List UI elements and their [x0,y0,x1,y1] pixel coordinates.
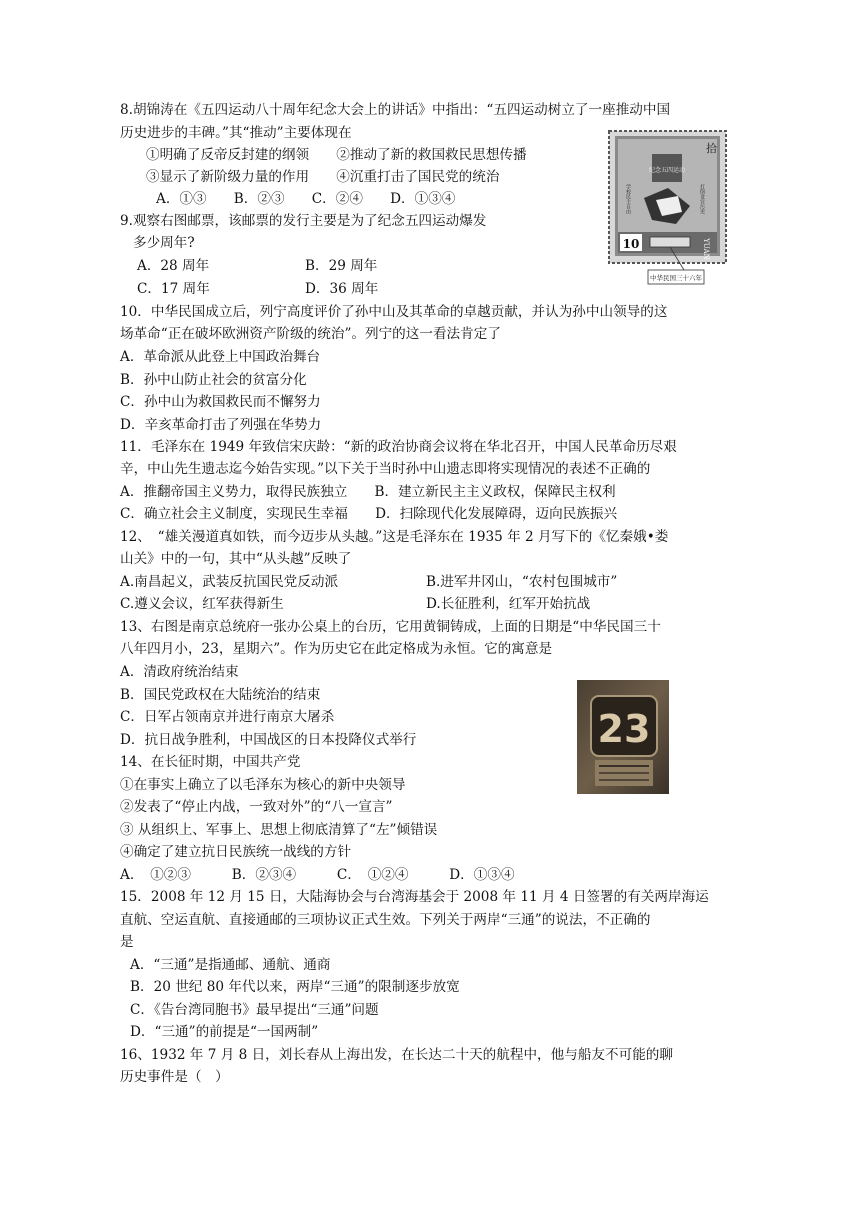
text-line: 15．2008 年 12 月 15 日，大陆海协会与台湾海基会于 2008 年 11 月 4 日签署的有关两岸海运 [120,889,709,905]
text-line: A． ①②③ B．②③④ C． ①②④ D．①③④ [120,867,515,883]
text-line: B．29 周年 [305,258,378,274]
text-line: 多少周年? [133,235,195,251]
text-line: A.南昌起义，武装反抗国民党反动派 [120,574,339,590]
text-line: D．辛亥革命打击了列强在华势力 [120,417,322,433]
text-line: A．革命派从此登上中国政治舞台 [120,349,321,365]
text-line: D．36 周年 [305,281,379,297]
text-line: C．17 周年 [137,281,210,297]
text-line: ①明确了反帝反封建的纲领 ②推动了新的救国救民思想传播 [146,147,527,163]
text-line: 辛，中山先生遗志迄今始告实现。”以下关于当时孙中山遗志即将实现情况的表述不正确的 [120,461,651,477]
text-line: B．国民党政权在大陆统治的结束 [120,687,321,703]
text-line: A．28 周年 [137,258,210,274]
text-line: B．20 世纪 80 年代以来，两岸“三通”的限制逐步放宽 [130,979,460,995]
postage-stamp-image [606,128,729,290]
text-line: D.长征胜利，红军开始抗战 [426,596,591,612]
text-line: B.进军井冈山，“农村包围城市” [426,574,618,590]
text-line: D．“三通”的前提是“一国两制” [130,1024,319,1040]
text-line: ①在事实上确立了以毛泽东为核心的新中央领导 [120,777,406,793]
stamp-banner: 纪念五四运动 [648,167,686,174]
text-line: C．《告台湾同胞书》最早提出“三通”问题 [130,1002,379,1018]
text-line: 12、 “雄关漫道真如铁，而今迈步从头越。”这是毛泽东在 1935 年 2 月写下的《忆秦娥•娄 [120,529,669,545]
stamp-top-char: 拾 [706,142,717,155]
text-line: B．孙中山防止社会的贫富分化 [120,372,307,388]
text-line: 11．毛泽东在 1949 年致信宋庆龄：“新的政治协商会议将在华北召开，中国人民革命历尽艰 [120,439,677,455]
stamp-right-text: 打倒贪官污吏 [699,184,705,214]
text-line: A．清政府统治结束 [120,664,239,680]
text-line: 8.胡锦涛在《五四运动八十周年纪念大会上的讲话》中指出：“五四运动树立了一座推动中国 [120,102,671,118]
stamp-caption: 中华民国三十六年 [650,274,702,282]
text-line: ③ 从组织上、军事上、思想上彻底清算了“左”倾错误 [120,822,438,838]
text-line: A．“三通”是指通邮、通航、通商 [130,957,331,973]
text-line: C．孙中山为救国救民而不懈努力 [120,394,321,410]
text-line: 13、右图是南京总统府一张办公桌上的台历，它用黄铜铸成，上面的日期是“中华民国三十 [120,619,661,635]
stamp-denomination: 10 [622,237,640,251]
text-line: 10．中华民国成立后，列宁高度评价了孙中山及其革命的卓越贡献，并认为孙中山领导的这 [120,304,668,320]
calendar-day-number: 23 [597,707,651,751]
text-line: 16、1932 年 7 月 8 日，刘长春从上海出发，在长达二十天的航程中，他与船友不可能的聊 [120,1047,673,1063]
text-line: 是 [120,934,134,950]
text-line: 场革命“正在破坏欧洲资产阶级的统治”。列宁的这一看法肯定了 [120,326,501,342]
text-line: D．抗日战争胜利，中国战区的日本投降仪式举行 [120,732,417,748]
text-line: C．日军占领南京并进行南京大屠杀 [120,709,335,725]
text-line: C.遵义会议，红军获得新生 [120,596,284,612]
text-line: 八年四月小，23，星期六”。作为历史它在此定格成为永恒。它的寓意是 [120,641,553,657]
text-line: 历史进步的丰碑。”其“推动”主要体现在 [120,125,352,141]
text-line: ④确定了建立抗日民族统一战线的方针 [120,844,352,860]
text-line: 历史事件是（ ） [120,1069,229,1085]
text-line: 直航、空运直航、直接通邮的三项协议正式生效。下列关于两岸“三通”的说法，不正确的 [120,912,651,928]
text-line: 14、在长征时期，中国共产党 [120,754,301,770]
text-line: ②发表了“停止内战，一致对外”的“八一宣言” [120,799,393,815]
text-line: A．①③ B．②③ C．②④ D．①③④ [156,191,456,207]
stamp-currency: YUAN [702,238,710,260]
desk-calendar-image [577,680,669,794]
stamp-left-text: 学校民主自由 [625,184,631,214]
text-line: 9.观察右图邮票，该邮票的发行主要是为了纪念五四运动爆发 [120,213,487,229]
text-line: 山关》中的一句，其中“从头越”反映了 [120,551,352,567]
text-line: ③显示了新阶级力量的作用 ④沉重打击了国民党的统治 [146,169,500,185]
text-line: A．推翻帝国主义势力，取得民族独立 B．建立新民主主义政权，保障民主权利 [120,484,616,500]
text-line: C．确立社会主义制度，实现民生幸福 D．扫除现代化发展障碍，迈向民族振兴 [120,506,618,522]
